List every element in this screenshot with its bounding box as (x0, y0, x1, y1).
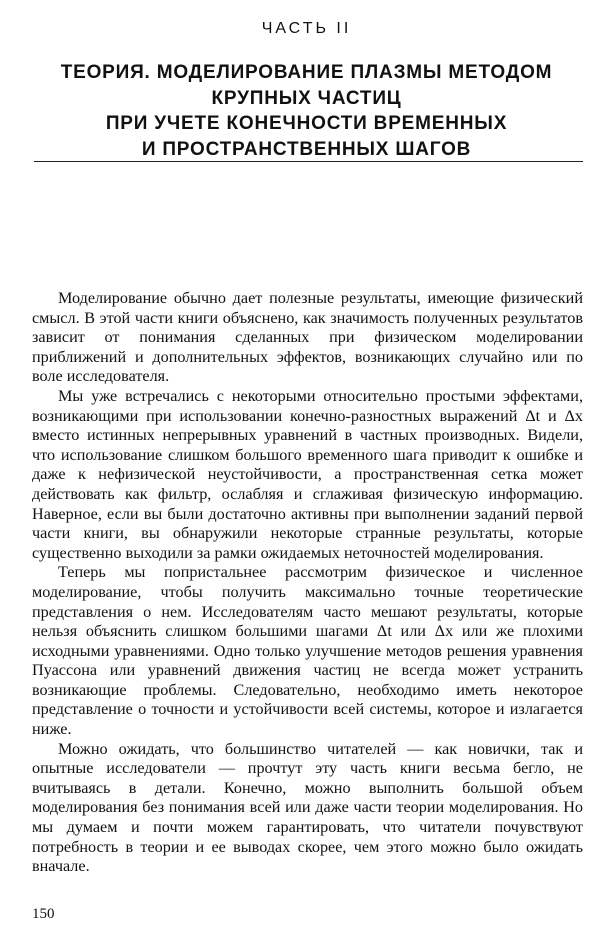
title-line: ТЕОРИЯ. МОДЕЛИРОВАНИЕ ПЛАЗМЫ МЕТОДОМ (60, 62, 553, 83)
title-line: И ПРОСТРАНСТВЕННЫХ ШАГОВ (141, 138, 472, 160)
body-text (32, 289, 583, 877)
title-divider (34, 161, 583, 162)
paragraph: Можно ожидать, что большинство читателей — как новички, так и опытные исследователи — прочтут эту часть книги весьма бегло, не вчитываясь в детали. Конечно, можно выполнить большой объем моделирования без понимания всей или даже части теории моделирования. Но мы думаем и почти можем гарантировать, что читатели почувствуют потребность в теории и ее выводах скорее, чем этого можно было ожидать вначале. (32, 739, 583, 876)
part-label: ЧАСТЬ II (261, 20, 352, 37)
title-line: ПРИ УЧЕТЕ КОНЕЧНОСТИ ВРЕМЕННЫХ (105, 113, 508, 134)
chapter-title (30, 60, 583, 162)
paragraph: Моделирование обычно дает полезные результаты, имеющие физический смысл. В этой части книги объяснено, как значимость полученных результатов зависит от понимания сделанных при физическом моделировании приближений и дополнительных эффектов, возникающих случайно или по воле исследователя. (32, 289, 583, 386)
paragraph: Мы уже встречались с некоторыми относительно простыми эффектами, возникающими при использовании конечно-разностных выражений Δt и Δx вместо истинных непрерывных уравнений в частных производных. Видели, что использование слишком большого временного шага приводит к ошибке и даже к нефизической неустойчивости, а пространственная сетка может действовать как фильтр, ослабляя и сглаживая физическую информацию. Наверное, если вы были достаточно активны при выполнении заданий первой части книги, вы обнаружили некоторые странные результаты, которые существенно выходили за рамки ожидаемых неточностей моделирования. (32, 386, 583, 562)
title-line: КРУПНЫХ ЧАСТИЦ (211, 87, 402, 109)
paragraph: Теперь мы попристальнее рассмотрим физическое и численное моделирование, чтобы получить максимально точные теоретические представления о нем. Исследователям часто мешают результаты, которые нельзя объяснить слишком большими шагами Δt или Δx или же плохими исходными уравнениями. Одно только улучшение методов решения уравнения Пуассона или уравнений движения частиц не всегда может устранить возникающие проблемы. Следовательно, необходимо иметь некоторое представление о точности и устойчивости всей системы, которое и излагается ниже. (32, 563, 583, 739)
page-number: 150 (32, 906, 55, 922)
